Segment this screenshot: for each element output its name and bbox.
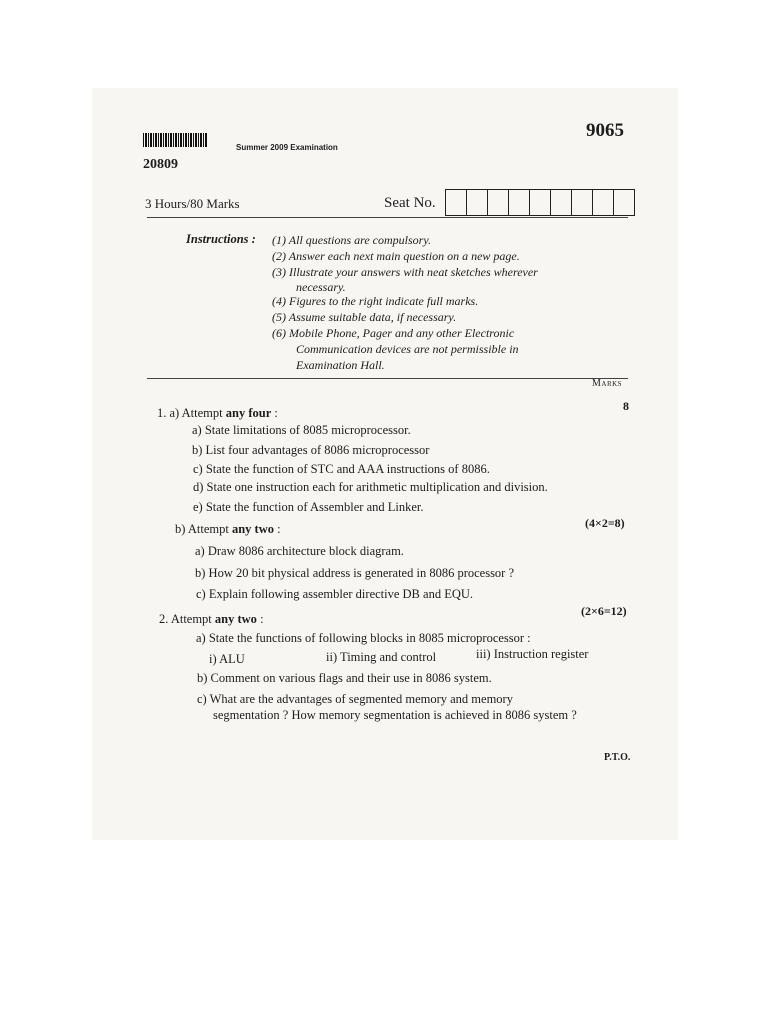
question-prefix: Attempt (170, 612, 212, 626)
question-suffix: : (277, 522, 281, 536)
question-item: a) Draw 8086 architecture block diagram. (195, 544, 404, 558)
question-prefix: Attempt (187, 522, 229, 536)
instruction-line: (4) Figures to the right indicate full marks. (272, 294, 479, 308)
seat-box (509, 190, 530, 215)
exam-title: Summer 2009 Examination (236, 143, 338, 152)
question-marks: (2×6=12) (581, 604, 627, 618)
seat-box (467, 190, 488, 215)
question-item: c) What are the advantages of segmented memory and memory (197, 692, 513, 706)
divider (147, 217, 628, 218)
instruction-line: Examination Hall. (296, 358, 385, 372)
seat-box (530, 190, 551, 215)
question-item: b) List four advantages of 8086 microprocessor (192, 443, 430, 457)
question-emphasis: any four (225, 406, 272, 420)
question-sub-item: iii) Instruction register (476, 647, 589, 661)
question-number: 2. (159, 612, 169, 626)
divider (147, 378, 628, 379)
seat-box (614, 190, 634, 215)
question-emphasis: any two (214, 612, 257, 626)
instruction-line: (3) Illustrate your answers with neat sketches wherever (272, 265, 538, 279)
question-suffix: : (274, 406, 278, 420)
instruction-line: (1) All questions are compulsory. (272, 233, 431, 247)
question-item: b) Comment on various flags and their use in 8086 system. (197, 671, 492, 685)
question-number: b) (175, 522, 186, 536)
question-emphasis: any two (231, 522, 274, 536)
page-turn-over: P.T.O. (604, 752, 631, 763)
instruction-line: (6) Mobile Phone, Pager and any other Electronic (272, 326, 515, 340)
instruction-line: (2) Answer each next main question on a new page. (272, 249, 520, 263)
instructions-label: Instructions : (186, 232, 256, 246)
paper-code: 9065 (586, 120, 624, 141)
duration-marks: 3 Hours/80 Marks (145, 196, 240, 211)
seat-box (551, 190, 572, 215)
question-item-continued: segmentation ? How memory segmentation is achieved in 8086 system ? (213, 708, 577, 722)
question-item: b) How 20 bit physical address is generated in 8086 processor ? (195, 566, 515, 580)
question-number: 1. a) (157, 406, 180, 420)
question-sub-item: i) ALU (209, 652, 245, 666)
instruction-line: Communication devices are not permissible in (296, 342, 519, 356)
instruction-line: necessary. (296, 280, 346, 294)
question-1b-heading (175, 522, 281, 537)
seat-box (593, 190, 614, 215)
question-marks: (4×2=8) (585, 516, 625, 530)
subject-code: 20809 (143, 157, 178, 172)
seat-number-boxes (445, 189, 635, 216)
seat-box (488, 190, 509, 215)
question-item: a) State limitations of 8085 microprocessor. (192, 423, 411, 437)
question-item: d) State one instruction each for arithmetic multiplication and division. (193, 480, 548, 494)
marks-column-heading: Marks (592, 378, 623, 389)
instruction-line: (5) Assume suitable data, if necessary. (272, 310, 457, 324)
question-1a-heading (157, 406, 278, 421)
question-item: a) State the functions of following blocks in 8085 microprocessor : (196, 631, 531, 645)
seat-box (446, 190, 467, 215)
question-item: e) State the function of Assembler and Linker. (193, 500, 424, 514)
question-prefix: Attempt (181, 406, 223, 420)
seat-box (572, 190, 593, 215)
question-item: c) State the function of STC and AAA instructions of 8086. (193, 462, 490, 476)
seat-number-label: Seat No. (384, 195, 436, 211)
question-item: c) Explain following assembler directive DB and EQU. (196, 587, 474, 601)
question-suffix: : (260, 612, 264, 626)
question-sub-item: ii) Timing and control (326, 650, 437, 664)
question-marks: 8 (623, 399, 629, 413)
question-2-heading (159, 612, 264, 627)
barcode (143, 133, 207, 147)
